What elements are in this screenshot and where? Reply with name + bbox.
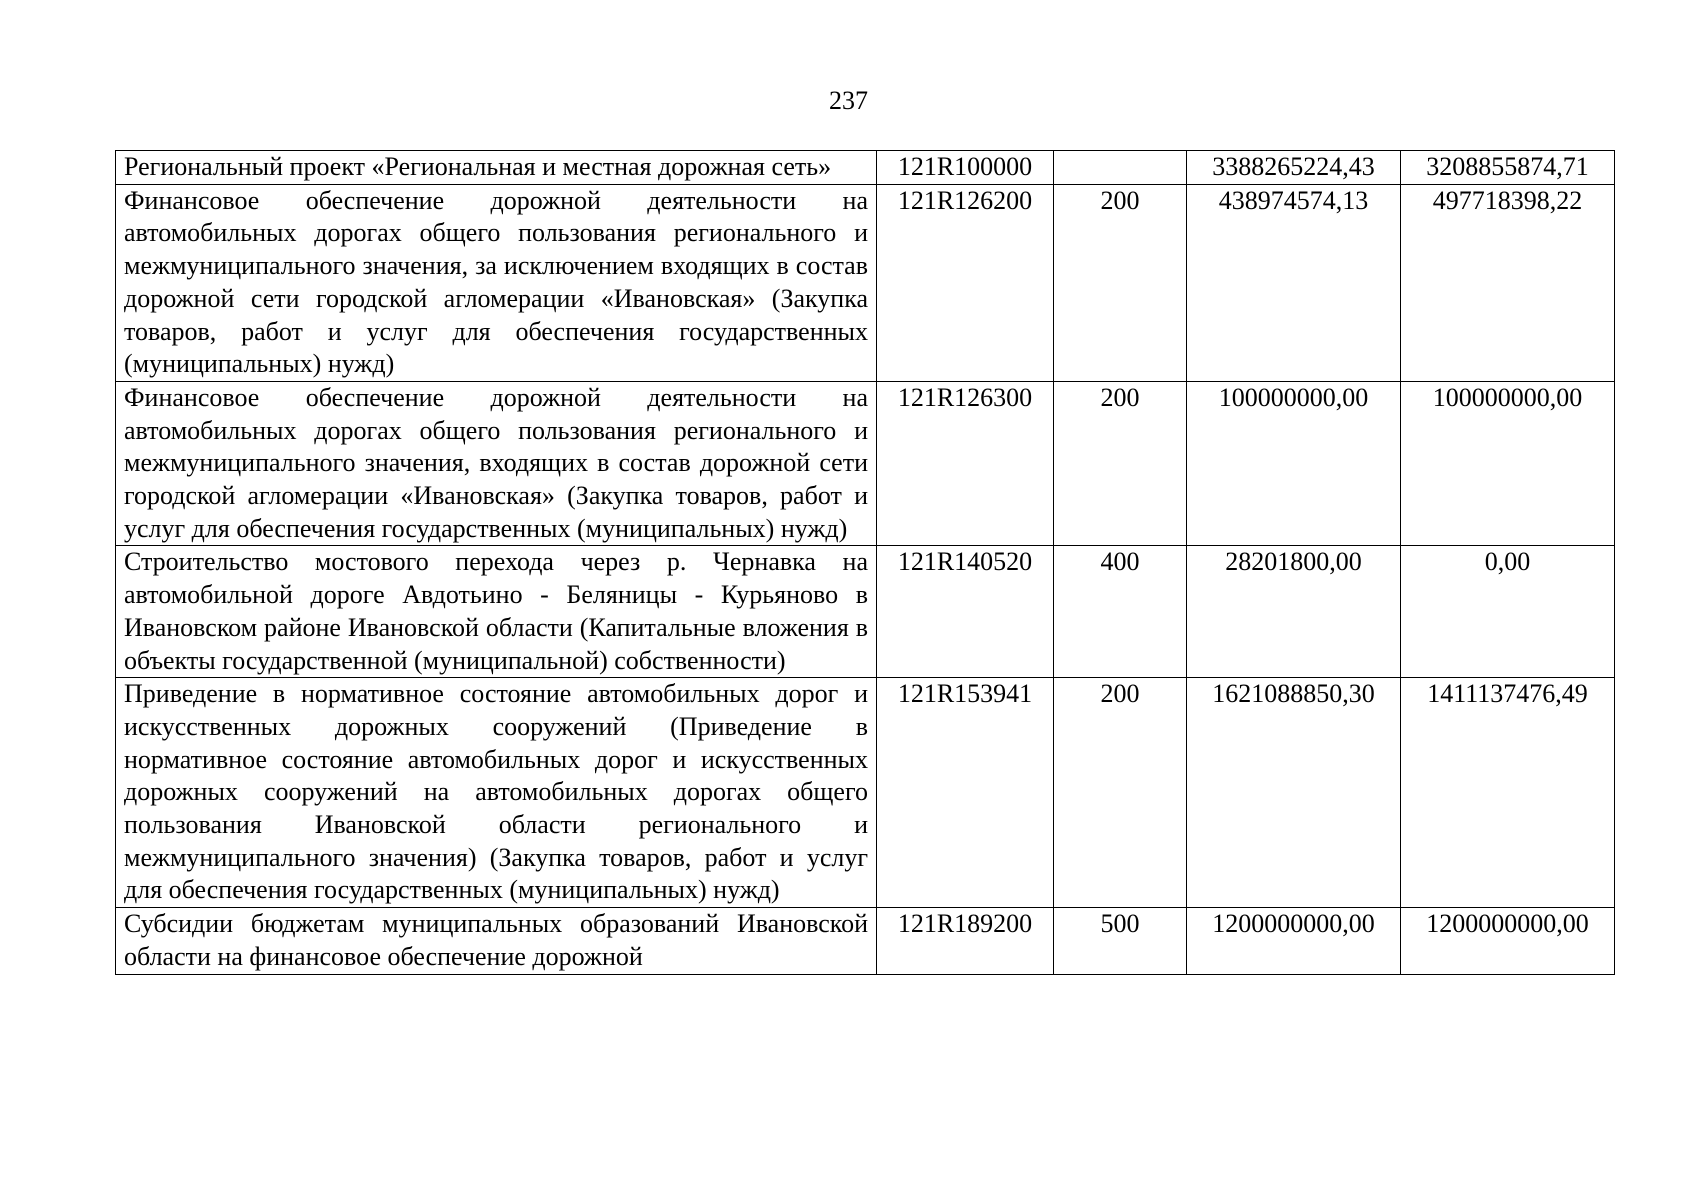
row-description: Региональный проект «Региональная и местная дорожная сеть» xyxy=(116,151,877,185)
row-code: 121R189200 xyxy=(877,908,1054,974)
row-amount-year2: 100000000,00 xyxy=(1401,381,1615,546)
row-expense-type: 200 xyxy=(1054,381,1187,546)
row-expense-type: 400 xyxy=(1054,546,1187,678)
row-amount-year2: 0,00 xyxy=(1401,546,1615,678)
row-amount-year2: 497718398,22 xyxy=(1401,184,1615,381)
row-code: 121R126200 xyxy=(877,184,1054,381)
row-description: Строительство мостового перехода через р. Чернавка на автомобильной дороге Авдотьино - Беляницы - Курьяново в Ивановском районе Ивановской области (Капитальные вложения в объекты государственной (муниципальной) собственности) xyxy=(116,546,877,678)
row-description: Приведение в нормативное состояние автомобильных дорог и искусственных дорожных сооружений (Приведение в нормативное состояние автомобильных дорог и искусственных дорожных сооружений на автомобильных дорогах общего пользования Ивановской области регионального и межмуниципального значения) (Закупка товаров, работ и услуг для обеспечения государственных (муниципальных) нужд) xyxy=(116,678,877,908)
row-description: Субсидии бюджетам муниципальных образований Ивановской области на финансовое обеспечение дорожной xyxy=(116,908,877,974)
row-amount-year1: 3388265224,43 xyxy=(1187,151,1401,185)
row-expense-type: 200 xyxy=(1054,678,1187,908)
table-row xyxy=(116,184,1615,381)
row-amount-year1: 1200000000,00 xyxy=(1187,908,1401,974)
row-amount-year2: 3208855874,71 xyxy=(1401,151,1615,185)
row-description: Финансовое обеспечение дорожной деятельности на автомобильных дорогах общего пользования регионального и межмуниципального значения, за исключением входящих в состав дорожной сети городской агломерации «Ивановская» (Закупка товаров, работ и услуг для обеспечения государственных (муниципальных) нужд) xyxy=(116,184,877,381)
row-code: 121R153941 xyxy=(877,678,1054,908)
row-amount-year2: 1200000000,00 xyxy=(1401,908,1615,974)
row-code: 121R140520 xyxy=(877,546,1054,678)
row-amount-year1: 28201800,00 xyxy=(1187,546,1401,678)
row-amount-year1: 438974574,13 xyxy=(1187,184,1401,381)
row-amount-year1: 1621088850,30 xyxy=(1187,678,1401,908)
row-expense-type xyxy=(1054,151,1187,185)
row-amount-year1: 100000000,00 xyxy=(1187,381,1401,546)
table-row xyxy=(116,381,1615,546)
table-row xyxy=(116,151,1615,185)
page-number: 237 xyxy=(829,86,868,115)
row-expense-type: 500 xyxy=(1054,908,1187,974)
row-description: Финансовое обеспечение дорожной деятельности на автомобильных дорогах общего пользования регионального и межмуниципального значения, входящих в состав дорожной сети городской агломерации «Ивановская» (Закупка товаров, работ и услуг для обеспечения государственных (муниципальных) нужд) xyxy=(116,381,877,546)
row-code: 121R100000 xyxy=(877,151,1054,185)
row-code: 121R126300 xyxy=(877,381,1054,546)
table-row xyxy=(116,546,1615,678)
budget-table xyxy=(115,150,1615,975)
row-expense-type: 200 xyxy=(1054,184,1187,381)
row-amount-year2: 1411137476,49 xyxy=(1401,678,1615,908)
table-row xyxy=(116,678,1615,908)
table-row xyxy=(116,908,1615,974)
